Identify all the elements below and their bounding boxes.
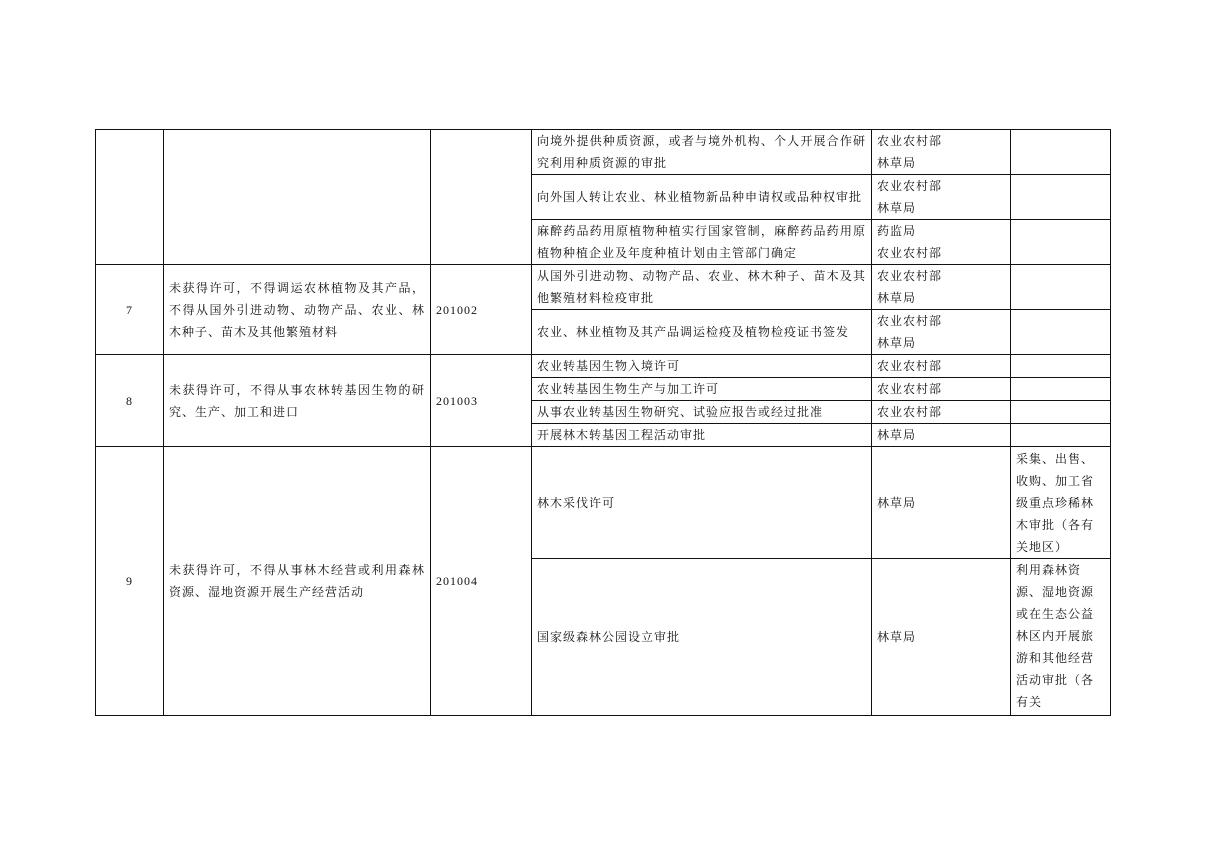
row-description: 未获得许可，不得从事农林转基因生物的研究、生产、加工和进口 bbox=[164, 355, 431, 447]
row-number: 7 bbox=[96, 265, 164, 355]
table-row bbox=[96, 447, 1111, 559]
table-row bbox=[96, 355, 1111, 378]
table-row bbox=[96, 130, 1111, 175]
item-name: 农业转基因生物生产与加工许可 bbox=[532, 378, 872, 401]
item-name: 向境外提供种质资源，或者与境外机构、个人开展合作研究利用种质资源的审批 bbox=[532, 130, 872, 175]
item-name: 麻醉药品药用原植物种植实行国家管制，麻醉药品药用原植物种植企业及年度种植计划由主管部门确定 bbox=[532, 220, 872, 265]
table-row bbox=[96, 265, 1111, 310]
item-dept: 农业农村部 bbox=[872, 401, 1011, 424]
item-name: 林木采伐许可 bbox=[532, 447, 872, 559]
item-name: 从事农业转基因生物研究、试验应报告或经过批准 bbox=[532, 401, 872, 424]
item-dept: 林草局 bbox=[872, 559, 1011, 716]
item-note bbox=[1011, 220, 1111, 265]
item-dept: 农业农村部 bbox=[872, 355, 1011, 378]
item-note: 采集、出售、收购、加工省级重点珍稀林木审批（各有关地区） bbox=[1011, 447, 1111, 559]
row-code: 201002 bbox=[431, 265, 532, 355]
item-name: 国家级森林公园设立审批 bbox=[532, 559, 872, 716]
row-number: 8 bbox=[96, 355, 164, 447]
item-note bbox=[1011, 401, 1111, 424]
item-dept: 农业农村部 bbox=[872, 378, 1011, 401]
row-number bbox=[96, 130, 164, 265]
row-description: 未获得许可，不得从事林木经营或利用森林资源、湿地资源开展生产经营活动 bbox=[164, 447, 431, 716]
row-code bbox=[431, 130, 532, 265]
item-name: 从国外引进动物、动物产品、农业、林木种子、苗木及其他繁殖材料检疫审批 bbox=[532, 265, 872, 310]
item-note bbox=[1011, 355, 1111, 378]
item-name: 开展林木转基因工程活动审批 bbox=[532, 424, 872, 447]
item-name: 农业转基因生物入境许可 bbox=[532, 355, 872, 378]
item-dept: 农业农村部 林草局 bbox=[872, 130, 1011, 175]
item-dept: 林草局 bbox=[872, 424, 1011, 447]
row-description bbox=[164, 130, 431, 265]
item-dept: 林草局 bbox=[872, 447, 1011, 559]
item-note bbox=[1011, 265, 1111, 310]
item-note bbox=[1011, 175, 1111, 220]
item-name: 农业、林业植物及其产品调运检疫及植物检疫证书签发 bbox=[532, 310, 872, 355]
item-dept: 农业农村部 林草局 bbox=[872, 310, 1011, 355]
item-dept: 药监局 农业农村部 bbox=[872, 220, 1011, 265]
row-description: 未获得许可，不得调运农林植物及其产品，不得从国外引进动物、动物产品、农业、林木种子、苗木及其他繁殖材料 bbox=[164, 265, 431, 355]
permit-table bbox=[95, 129, 1111, 716]
item-dept: 农业农村部 林草局 bbox=[872, 265, 1011, 310]
item-note: 利用森林资源、湿地资源或在生态公益林区内开展旅游和其他经营活动审批（各有关 bbox=[1011, 559, 1111, 716]
item-note bbox=[1011, 424, 1111, 447]
item-note bbox=[1011, 130, 1111, 175]
item-name: 向外国人转让农业、林业植物新品种申请权或品种权审批 bbox=[532, 175, 872, 220]
row-code: 201003 bbox=[431, 355, 532, 447]
item-note bbox=[1011, 378, 1111, 401]
row-number: 9 bbox=[96, 447, 164, 716]
row-code: 201004 bbox=[431, 447, 532, 716]
item-dept: 农业农村部 林草局 bbox=[872, 175, 1011, 220]
item-note bbox=[1011, 310, 1111, 355]
